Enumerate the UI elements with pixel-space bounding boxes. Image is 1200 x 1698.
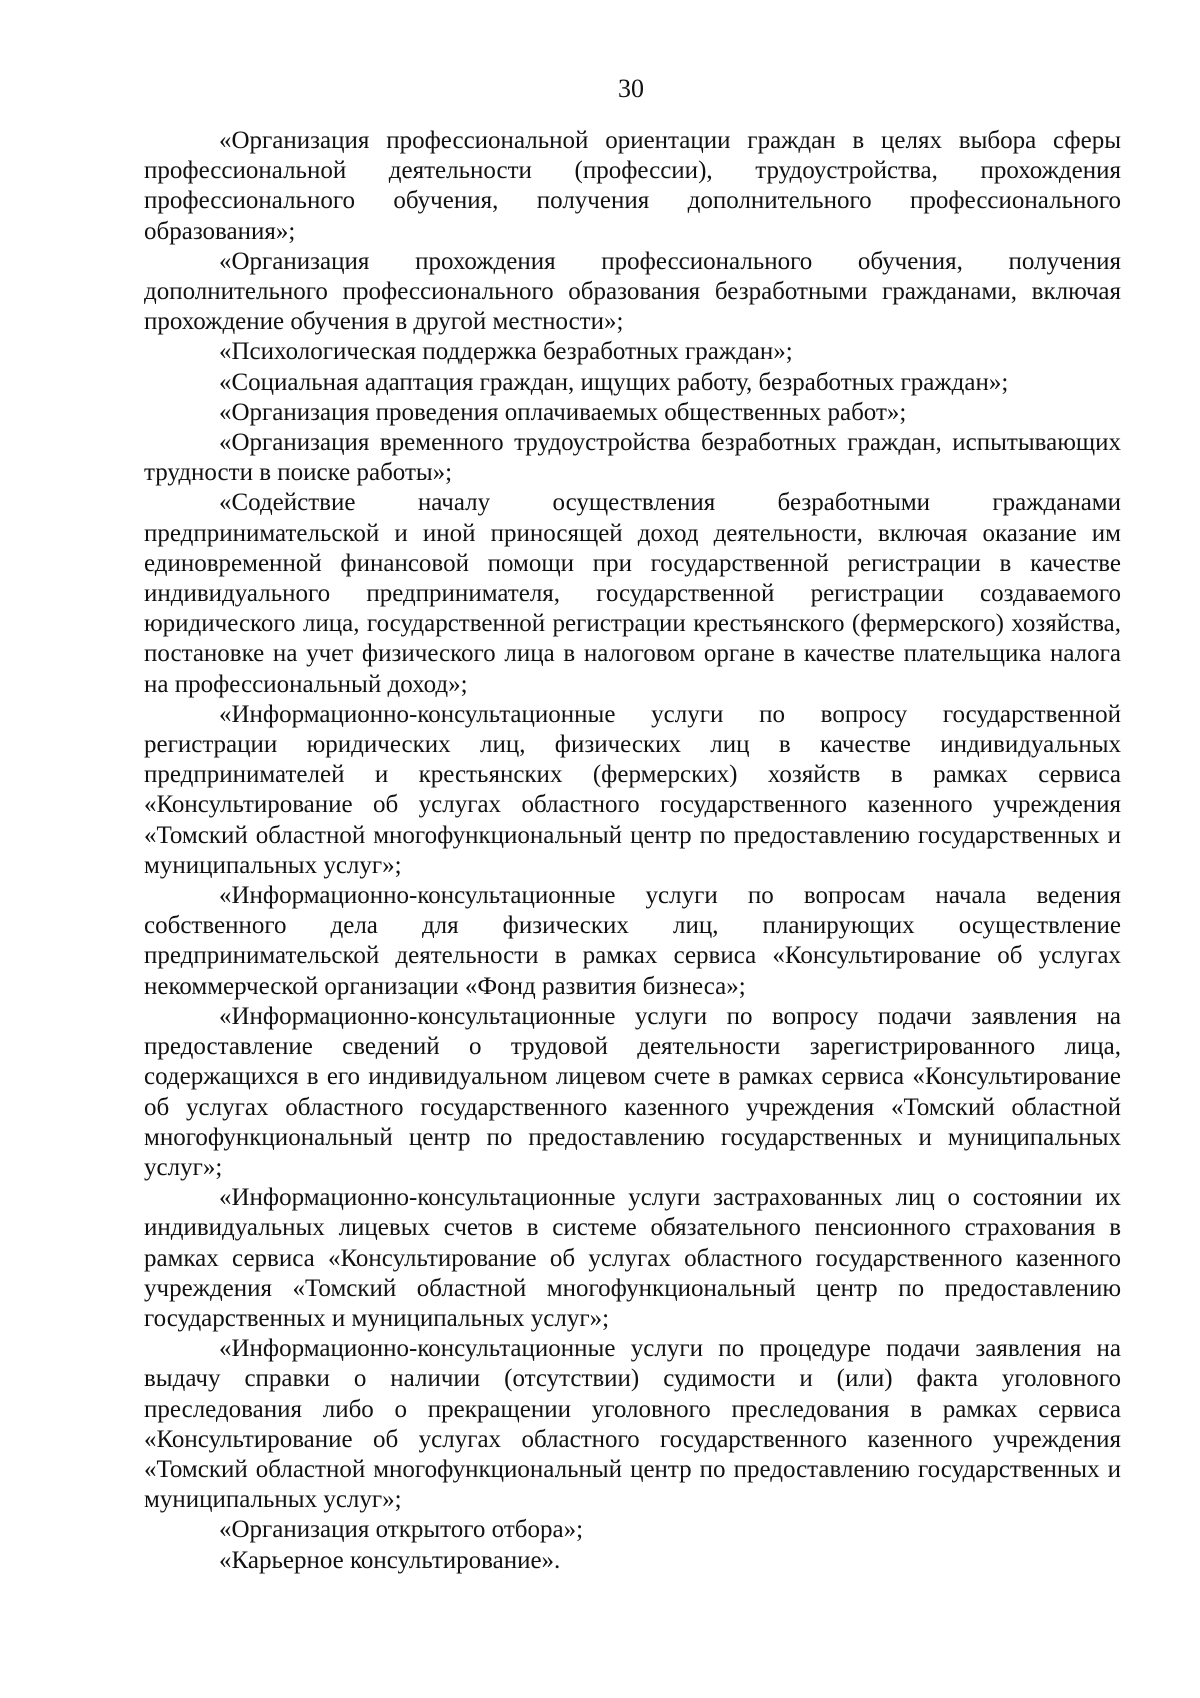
document-body — [144, 126, 1121, 1576]
paragraph: «Организация прохождения профессионального обучения, получения дополнительного профессионального образования безработными гражданами, включая прохождение обучения в другой местности»; — [144, 247, 1121, 336]
paragraph: «Информационно-консультационные услуги по вопросу подачи заявления на предоставление сведений о трудовой деятельности зарегистрированного лица, содержащихся в его индивидуальном лицевом счете в рамках сервиса «Консультирование об услугах областного государственного казенного учреждения «Томский областной многофункциональный центр по предоставлению государственных и муниципальных услуг»; — [144, 1002, 1121, 1181]
paragraph: «Психологическая поддержка безработных граждан»; — [219, 338, 793, 366]
paragraph: «Социальная адаптация граждан, ищущих работу, безработных граждан»; — [219, 368, 1009, 396]
paragraph: «Организация профессиональной ориентации граждан в целях выбора сферы профессиональной деятельности (профессии), трудоустройства, прохождения профессионального обучения, получения дополнительного профессионального образования»; — [144, 127, 1121, 245]
page-number: 30 — [618, 74, 644, 103]
paragraph: «Информационно-консультационные услуги застрахованных лиц о состоянии их индивидуальных лицевых счетов в системе обязательного пенсионного страхования в рамках сервиса «Консультирование об услугах областного государственного казенного учреждения «Томский областной многофункциональный центр по предоставлению государственных и муниципальных услуг»; — [144, 1184, 1121, 1332]
paragraph: «Содействие началу осуществления безработными гражданами предпринимательской и иной приносящей доход деятельности, включая оказание им единовременной финансовой помощи при государственной регистрации в качестве индивидуального предпринимателя, государственной регистрации создаваемого юридического лица, государственной регистрации крестьянского (фермерского) хозяйства, постановке на учет физического лица в налоговом органе в качестве плательщика налога на профессиональный доход»; — [144, 489, 1121, 698]
paragraph: «Организация временного трудоустройства безработных граждан, испытывающих трудности в поиске работы»; — [144, 429, 1121, 487]
paragraph: «Информационно-консультационные услуги по процедуре подачи заявления на выдачу справки о наличии (отсутствии) судимости и (или) факта уголовного преследования либо о прекращении уголовного преследования в рамках сервиса «Консультирование об услугах областного государственного казенного учреждения «Томский областной многофункциональный центр по предоставлению государственных и муниципальных услуг»; — [144, 1335, 1121, 1514]
paragraph: «Информационно-консультационные услуги по вопросу государственной регистрации юридических лиц, физических лиц в качестве индивидуальных предпринимателей и крестьянских (фермерских) хозяйств в рамках сервиса «Консультирование об услугах областного государственного казенного учреждения «Томский областной многофункциональный центр по предоставлению государственных и муниципальных услуг»; — [144, 700, 1121, 879]
paragraph: «Информационно-консультационные услуги по вопросам начала ведения собственного дела для физических лиц, планирующих осуществление предпринимательской деятельности в рамках сервиса «Консультирование об услугах некоммерческой организации «Фонд развития бизнеса»; — [144, 882, 1121, 1000]
paragraph: «Организация открытого отбора»; — [219, 1516, 584, 1544]
paragraph: «Карьерное консультирование». — [219, 1546, 561, 1574]
paragraph: «Организация проведения оплачиваемых общественных работ»; — [219, 398, 907, 426]
